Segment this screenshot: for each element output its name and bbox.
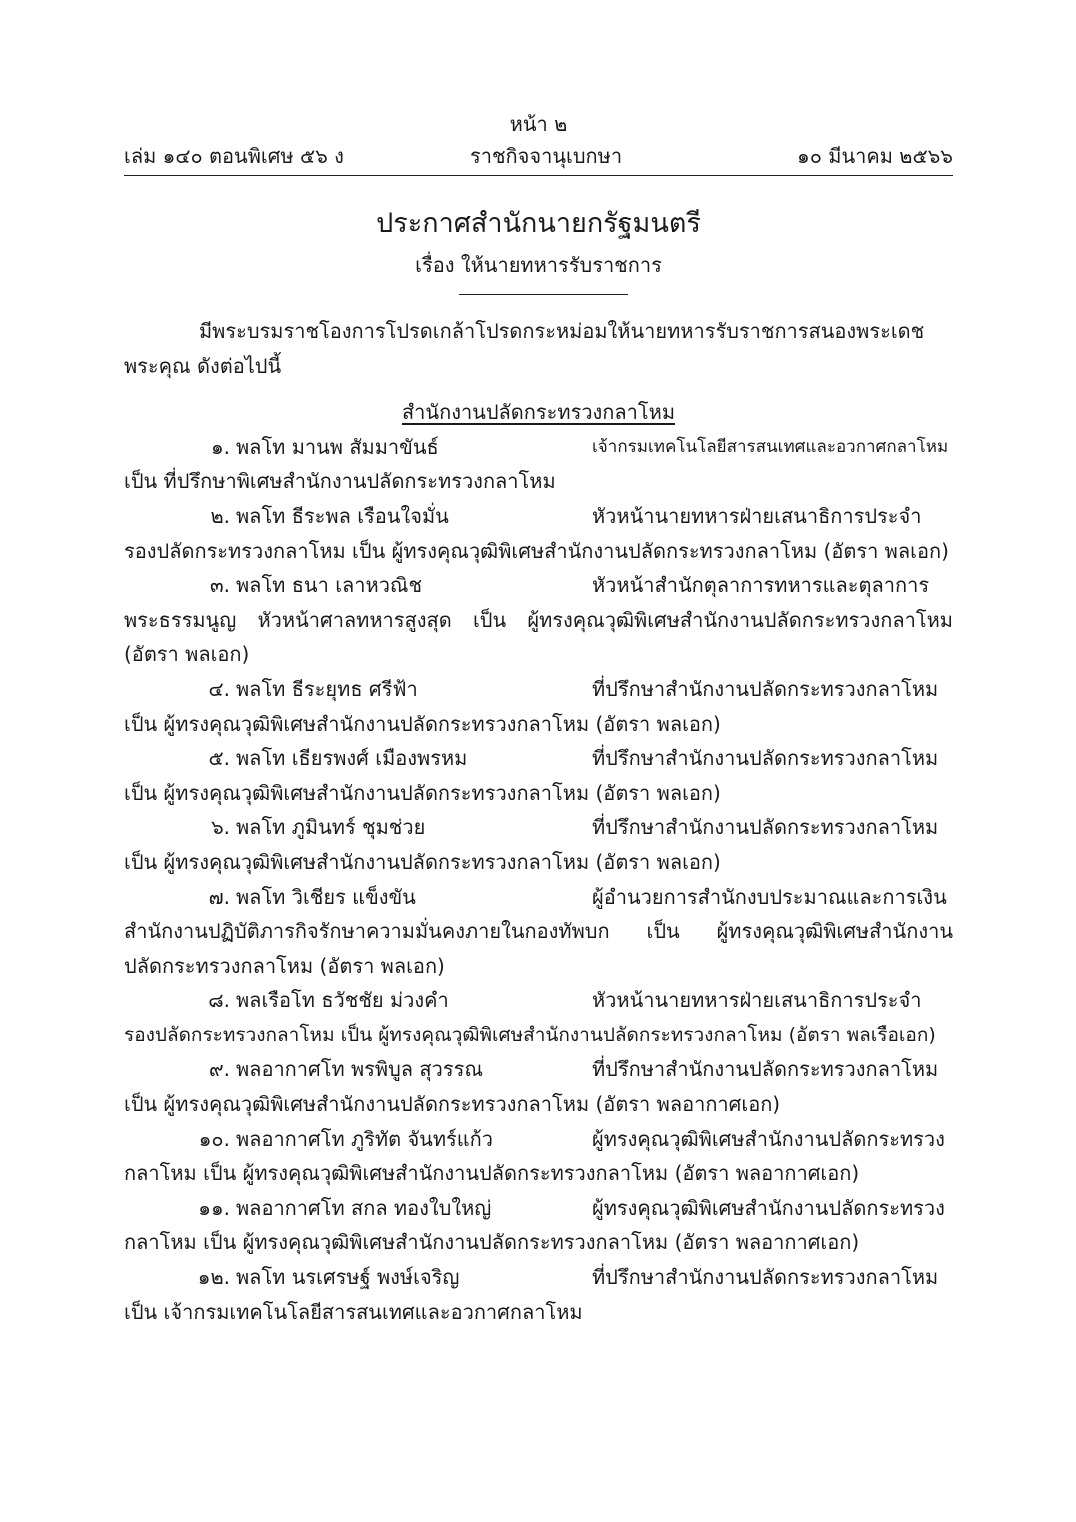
announcement-subject: เรื่อง ให้นายทหารรับราชการ xyxy=(415,253,662,277)
item-number: ๗. xyxy=(208,884,230,909)
officer-name: พลโท ธนา เลาหวณิช xyxy=(236,573,423,598)
officer-name: พลอากาศโท พรพิบูล สุวรรณ xyxy=(236,1057,483,1082)
appointment-first-line xyxy=(124,672,953,707)
appointment-first-line xyxy=(124,1191,953,1226)
announcement-title: ประกาศสำนักนายกรัฐมนตรี xyxy=(376,208,701,239)
officer-name: พลอากาศโท ภูริทัต จันทร์แก้ว xyxy=(236,1126,494,1151)
current-position: ผู้อำนวยการสำนักงบประมาณและการเงิน xyxy=(592,884,947,909)
item-number: ๒. xyxy=(210,503,230,528)
item-number: ๔. xyxy=(208,676,230,701)
header-divider xyxy=(124,175,953,176)
appointment-item xyxy=(124,1122,953,1191)
item-number: ๑. xyxy=(210,434,230,459)
volume-issue: เล่ม ๑๔๐ ตอนพิเศษ ๕๖ ง xyxy=(124,144,344,168)
current-position: ที่ปรึกษาสำนักงานปลัดกระทรวงกลาโหม xyxy=(592,815,939,840)
appointment-first-line xyxy=(124,1260,953,1295)
appointment-continuation-line: กลาโหม เป็น ผู้ทรงคุณวุฒิพิเศษสำนักงานปลัดกระทรวงกลาโหม (อัตรา พลอากาศเอก) xyxy=(124,1230,860,1255)
item-number: ๑๒. xyxy=(197,1265,230,1290)
appointment-first-line xyxy=(124,880,953,915)
appointment-continuation-line: กลาโหม เป็น ผู้ทรงคุณวุฒิพิเศษสำนักงานปลัดกระทรวงกลาโหม (อัตรา พลอากาศเอก) xyxy=(124,1161,860,1186)
officer-name: พลโท ภูมินทร์ ชุมช่วย xyxy=(236,815,426,840)
appointment-first-line xyxy=(124,568,953,603)
appointment-continuation-line: เป็น ผู้ทรงคุณวุฒิพิเศษสำนักงานปลัดกระทรวงกลาโหม (อัตรา พลเอก) xyxy=(124,849,721,874)
item-number: ๑๐. xyxy=(198,1126,230,1151)
section-heading xyxy=(124,395,953,430)
current-position: หัวหน้านายทหารฝ่ายเสนาธิการประจำ xyxy=(592,988,922,1013)
current-position: ที่ปรึกษาสำนักงานปลัดกระทรวงกลาโหม xyxy=(592,1265,939,1290)
current-position: ที่ปรึกษาสำนักงานปลัดกระทรวงกลาโหม xyxy=(592,746,939,771)
appointment-item xyxy=(124,1191,953,1260)
announcement-body xyxy=(124,314,953,1329)
appointment-item xyxy=(124,568,953,672)
item-number: ๖. xyxy=(210,815,230,840)
appointment-item xyxy=(124,741,953,810)
current-position: ผู้ทรงคุณวุฒิพิเศษสำนักงานปลัดกระทรวง xyxy=(592,1126,945,1151)
officer-name: พลโท มานพ สัมมาขันธ์ xyxy=(236,434,439,459)
appointment-continuation-line: รองปลัดกระทรวงกลาโหม เป็น ผู้ทรงคุณวุฒิพิเศษสำนักงานปลัดกระทรวงกลาโหม (อัตรา พลเอก) xyxy=(124,538,949,563)
appointment-item xyxy=(124,672,953,741)
current-position: ผู้ทรงคุณวุฒิพิเศษสำนักงานปลัดกระทรวง xyxy=(592,1195,945,1220)
officer-name: พลอากาศโท สกล ทองใบใหญ่ xyxy=(236,1195,492,1220)
item-number: ๕. xyxy=(208,746,230,771)
appointment-continuation-line: (อัตรา พลเอก) xyxy=(124,642,250,667)
gazette-header xyxy=(124,108,953,174)
appointment-continuation-line: เป็น ผู้ทรงคุณวุฒิพิเศษสำนักงานปลัดกระทรวงกลาโหม (อัตรา พลเอก) xyxy=(124,780,721,805)
current-position: ที่ปรึกษาสำนักงานปลัดกระทรวงกลาโหม xyxy=(592,676,939,701)
officer-name: พลโท วิเชียร แข็งขัน xyxy=(236,884,416,909)
officer-name: พลโท ธีระยุทธ ศรีฟ้า xyxy=(236,676,418,701)
word: หัวหน้าศาลทหารสูงสุด xyxy=(257,607,452,632)
appointment-first-line xyxy=(124,741,953,776)
section-heading-text: สำนักงานปลัดกระทรวงกลาโหม xyxy=(401,400,676,425)
item-number: ๑๑. xyxy=(198,1195,230,1220)
title-divider xyxy=(459,294,628,295)
publication-date: ๑๐ มีนาคม ๒๕๖๖ xyxy=(797,144,953,168)
word: เป็น xyxy=(472,607,507,632)
appointment-continuation-line: รองปลัดกระทรวงกลาโหม เป็น ผู้ทรงคุณวุฒิพิเศษสำนักงานปลัดกระทรวงกลาโหม (อัตรา พลเรือเอก) xyxy=(124,1023,936,1046)
officer-name: พลโท นรเศรษฐ์ พงษ์เจริญ xyxy=(236,1265,460,1290)
appointment-item xyxy=(124,810,953,879)
appointment-first-line xyxy=(124,983,953,1018)
current-position: เจ้ากรมเทคโนโลยีสารสนเทศและอวกาศกลาโหม xyxy=(592,436,949,457)
appointment-first-line xyxy=(124,1122,953,1157)
appointment-continuation-line: เป็น ที่ปรึกษาพิเศษสำนักงานปลัดกระทรวงกลาโหม xyxy=(124,469,556,494)
appointment-continuation-line: ปลัดกระทรวงกลาโหม (อัตรา พลเอก) xyxy=(124,953,445,978)
appointment-item xyxy=(124,1260,953,1329)
word: ผู้ทรงคุณวุฒิพิเศษสำนักงานปลัดกระทรวงกลาโหม xyxy=(527,607,953,632)
item-number: ๙. xyxy=(208,1057,230,1082)
page-number: หน้า ๒ xyxy=(509,112,568,136)
current-position: หัวหน้านายทหารฝ่ายเสนาธิการประจำ xyxy=(592,503,922,528)
appointment-continuation-line: เป็น ผู้ทรงคุณวุฒิพิเศษสำนักงานปลัดกระทรวงกลาโหม (อัตรา พลอากาศเอก) xyxy=(124,1092,781,1117)
officer-name: พลโท เธียรพงศ์ เมืองพรหม xyxy=(236,746,468,771)
appointment-item xyxy=(124,499,953,568)
intro-paragraph: มีพระบรมราชโองการโปรดเกล้าโปรดกระหม่อมให้นายทหารรับราชการสนองพระเดชพระคุณ ดังต่อไปนี้ xyxy=(124,319,925,378)
current-position: ที่ปรึกษาสำนักงานปลัดกระทรวงกลาโหม xyxy=(592,1057,939,1082)
appointment-continuation-line xyxy=(124,603,953,638)
appointment-item xyxy=(124,880,953,984)
word: สำนักงานปฏิบัติภารกิจรักษาความมั่นคงภายในกองทัพบก xyxy=(124,919,610,944)
appointment-continuation-line xyxy=(124,914,953,949)
appointment-first-line xyxy=(124,430,953,465)
header-row xyxy=(124,140,953,174)
officer-name: พลเรือโท ธวัชชัย ม่วงคำ xyxy=(236,988,449,1013)
appointment-item xyxy=(124,1052,953,1121)
appointment-item xyxy=(124,430,953,499)
publication-name: ราชกิจจานุเบกษา xyxy=(470,144,623,168)
appointment-first-line xyxy=(124,810,953,845)
appointment-first-line xyxy=(124,1052,953,1087)
officer-name: พลโท ธีระพล เรือนใจมั่น xyxy=(236,503,449,528)
appointment-item xyxy=(124,983,953,1052)
appointment-first-line xyxy=(124,499,953,534)
appointment-continuation-line: เป็น เจ้ากรมเทคโนโลยีสารสนเทศและอวกาศกลาโหม xyxy=(124,1299,583,1324)
item-number: ๓. xyxy=(209,573,230,598)
item-number: ๘. xyxy=(208,988,230,1013)
current-position: หัวหน้าสำนักตุลาการทหารและตุลาการ xyxy=(592,573,930,598)
word: ผู้ทรงคุณวุฒิพิเศษสำนักงาน xyxy=(716,919,953,944)
word: พระธรรมนูญ xyxy=(124,607,237,632)
appointment-continuation-line: เป็น ผู้ทรงคุณวุฒิพิเศษสำนักงานปลัดกระทรวงกลาโหม (อัตรา พลเอก) xyxy=(124,711,721,736)
word: เป็น xyxy=(646,919,680,944)
